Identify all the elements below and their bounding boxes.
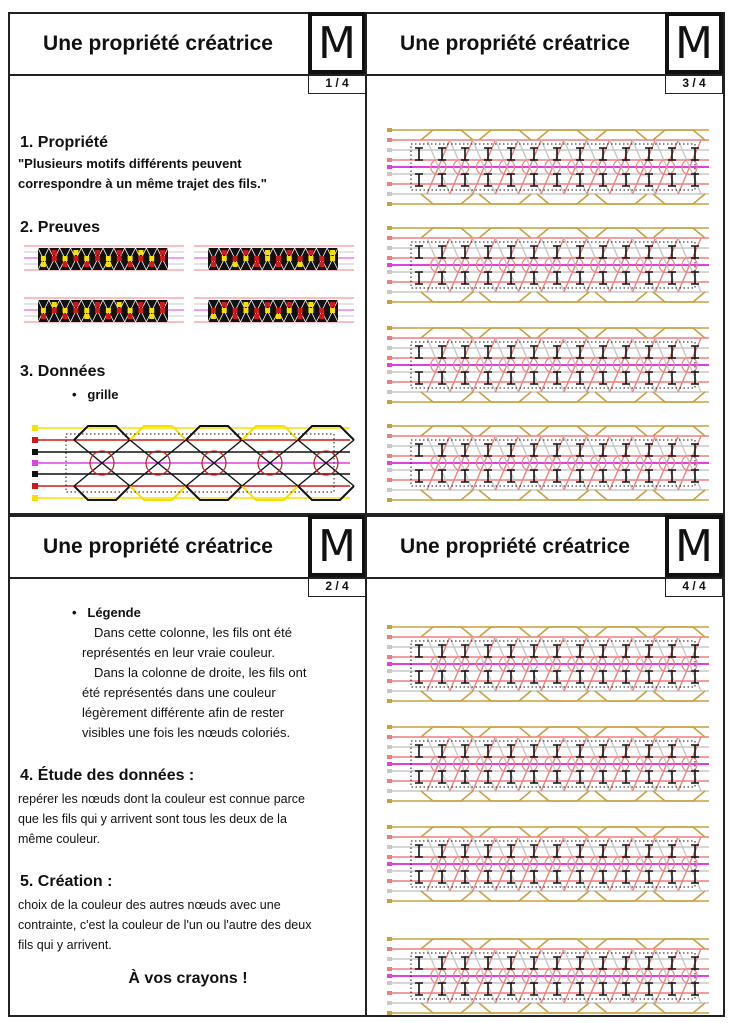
legend-line: Dans cette colonne, les fils ont été	[94, 625, 293, 640]
braid-template	[387, 723, 709, 805]
level-badge: M	[308, 12, 366, 74]
bullet-item	[72, 385, 118, 405]
proof-braid	[194, 242, 354, 276]
bullet-dot: •	[72, 605, 88, 620]
legend-title: Légende	[87, 605, 141, 620]
section-title: 4. Étude des données :	[20, 767, 195, 784]
closing-text: À vos crayons !	[128, 970, 248, 987]
level-badge: M	[665, 12, 723, 74]
card-header	[367, 517, 723, 593]
legend-line: visibles une fois les nœuds coloriés.	[82, 725, 291, 740]
section-title: 5. Création :	[20, 873, 113, 890]
braid-template	[387, 224, 709, 306]
section-title: 1. Propriété	[20, 134, 109, 151]
creation-line: choix de la couleur des autres nœuds avec une	[18, 898, 281, 912]
proof-braid	[194, 294, 354, 328]
creation-line: fils qui y arrivent.	[18, 938, 112, 952]
card-header	[367, 14, 723, 90]
card-page-1	[8, 12, 368, 515]
page-number: 3 / 4	[665, 74, 723, 94]
card-page-3	[365, 12, 725, 515]
property-line: "Plusieurs motifs différents peuvent	[18, 156, 242, 171]
card-title: Une propriété créatrice	[43, 535, 273, 558]
card-header	[10, 517, 366, 593]
study-line: même couleur.	[18, 832, 100, 846]
braid-template	[387, 126, 709, 208]
card-body	[10, 76, 366, 513]
data-grid-braid	[32, 418, 350, 508]
page-number: 4 / 4	[665, 577, 723, 597]
braid-template	[387, 823, 709, 905]
proof-braid	[24, 294, 184, 328]
card-title: Une propriété créatrice	[43, 32, 273, 55]
section-title: 2. Preuves	[20, 219, 101, 236]
property-line: correspondre à un même trajet des fils."	[18, 176, 267, 191]
study-line: que les fils qui y arrivent sont tous les deux de la	[18, 812, 287, 826]
card-body	[367, 579, 723, 1015]
level-badge: M	[308, 515, 366, 577]
braid-template	[387, 324, 709, 406]
card-header	[10, 14, 366, 90]
legend-heading	[72, 603, 141, 623]
card-title: Une propriété créatrice	[400, 535, 630, 558]
braid-template	[387, 422, 709, 504]
creation-line: contrainte, c'est la couleur de l'un ou l'autre des deux	[18, 918, 312, 932]
legend-line: Dans la colonne de droite, les fils ont	[94, 665, 307, 680]
card-body	[10, 579, 366, 1015]
card-title: Une propriété créatrice	[400, 32, 630, 55]
card-page-2	[8, 515, 368, 1017]
legend-line: légèrement différente afin de rester	[82, 705, 285, 720]
section-title: 3. Données	[20, 363, 106, 380]
page-number: 2 / 4	[308, 577, 366, 597]
legend-line: représentés en leur vraie couleur.	[82, 645, 275, 660]
braid-template	[387, 623, 709, 705]
bullet-dot: •	[72, 387, 88, 402]
level-badge: M	[665, 515, 723, 577]
bullet-label: grille	[87, 387, 119, 402]
braid-template	[387, 935, 709, 1017]
legend-line: été représentés dans une couleur	[82, 685, 276, 700]
card-body	[367, 76, 723, 513]
study-line: repérer les nœuds dont la couleur est connue parce	[18, 792, 305, 806]
card-page-4	[365, 515, 725, 1017]
page-number: 1 / 4	[308, 74, 366, 94]
proof-braid	[24, 242, 184, 276]
